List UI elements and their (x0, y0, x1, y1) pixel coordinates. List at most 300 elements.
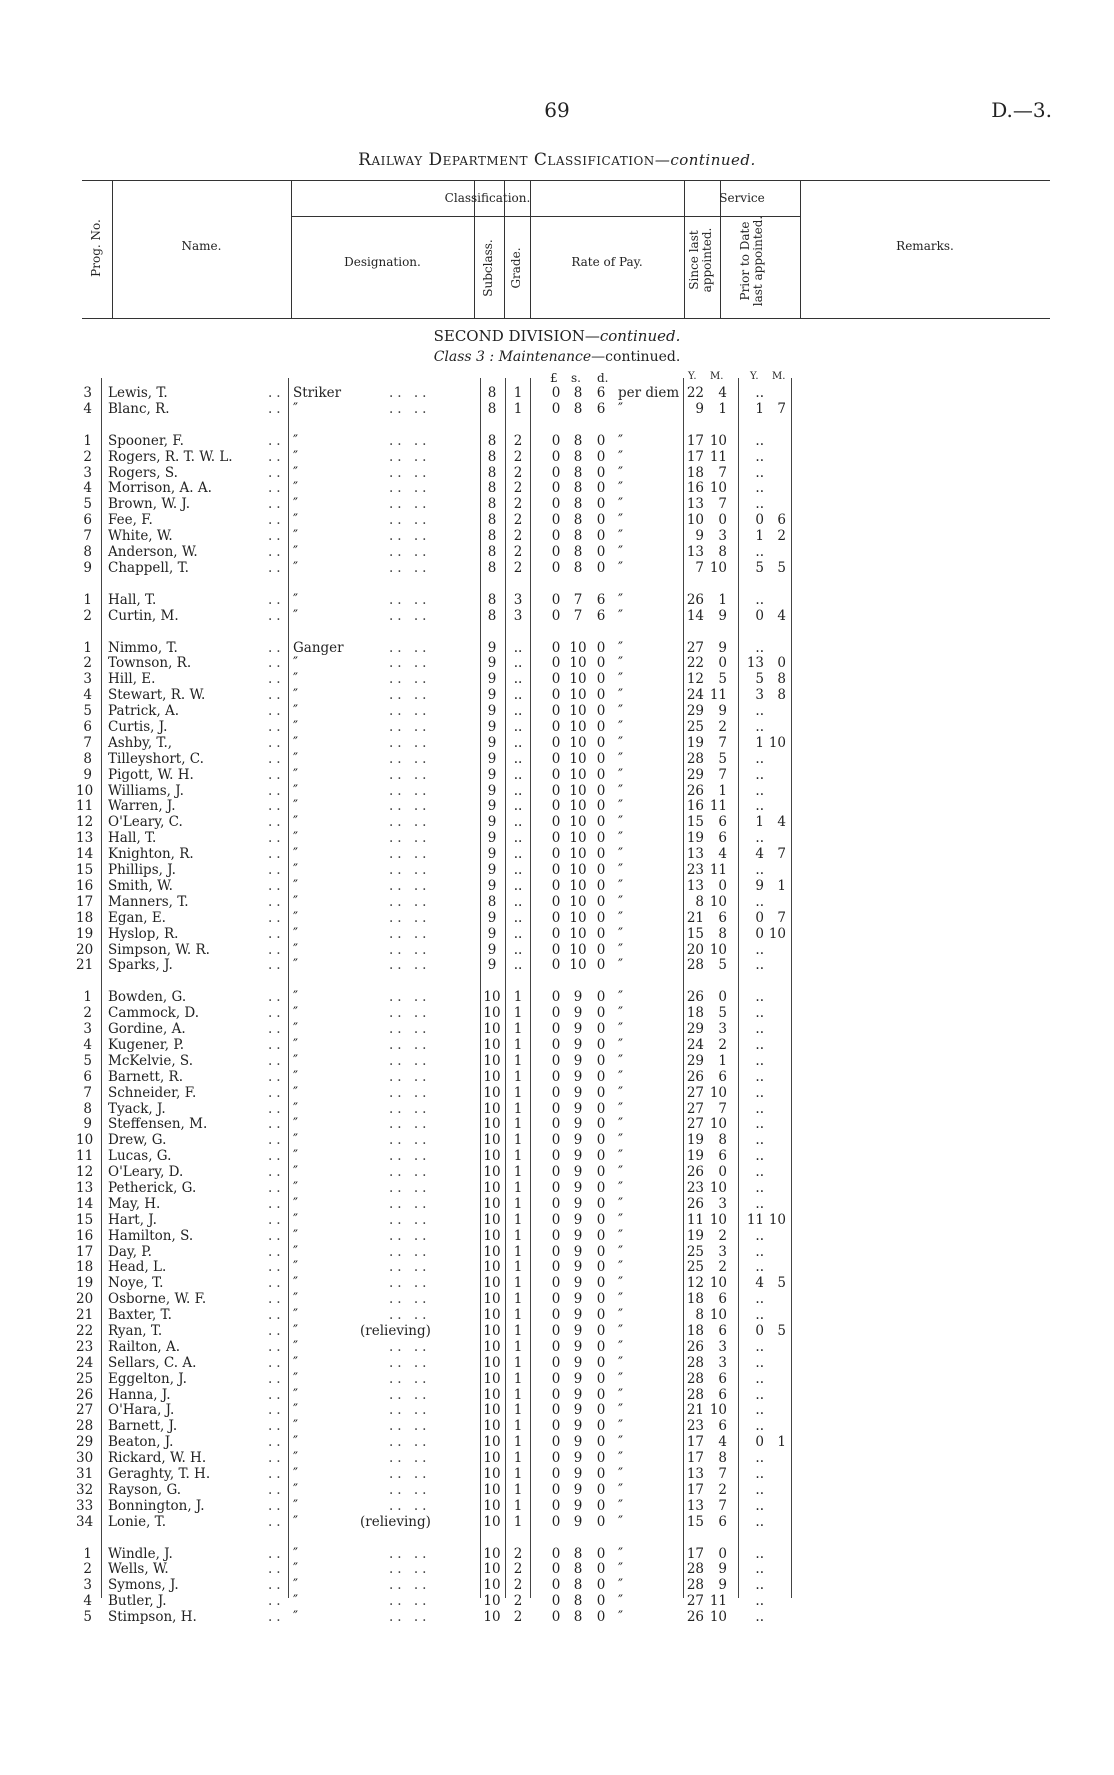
cell-subclass: 8 (487, 496, 497, 513)
leader-dots: .. .. (389, 1609, 431, 1626)
cell-rate-unit: ″ (618, 830, 624, 847)
cell-subclass: 8 (487, 544, 497, 561)
table-row (0, 672, 1114, 688)
cell-rate-unit: ″ (618, 1561, 624, 1578)
cell-subclass: 10 (483, 1561, 501, 1578)
leader-dots: .. (268, 941, 285, 958)
cell-designation: ″ (293, 1545, 299, 1562)
leader-dots: .. (268, 925, 285, 942)
cell-since-months: 1 (718, 1052, 727, 1069)
cell-since-months: 5 (718, 671, 727, 688)
cell-designation: ″ (293, 957, 299, 974)
cell-prog-no: 3 (83, 464, 92, 481)
cell-rate-unit: ″ (618, 1402, 624, 1419)
cell-name: Hall, T. (108, 591, 157, 608)
cell-prog-no: 31 (76, 1466, 94, 1482)
cell-grade: 2 (513, 512, 523, 529)
cell-grade: 1 (513, 385, 523, 401)
cell-since-months: 10 (709, 941, 727, 958)
cell-designation: ″ (293, 941, 299, 958)
cell-shillings: 10 (569, 703, 587, 720)
cell-pounds: 0 (551, 1497, 561, 1514)
cell-rate-unit: ″ (618, 1481, 624, 1498)
cell-rate-unit: ″ (618, 1227, 624, 1244)
cell-pounds: 0 (551, 671, 561, 688)
cell-prog-no: 16 (76, 1227, 94, 1244)
cell-shillings: 10 (569, 846, 587, 863)
cell-subclass: 10 (483, 1243, 501, 1260)
table-row (0, 1086, 1114, 1102)
cell-designation: ″ (293, 830, 299, 847)
cell-since-months: 6 (718, 909, 727, 926)
cell-subclass: 10 (483, 1211, 501, 1228)
cell-grade: .. (513, 909, 523, 926)
cell-designation: ″ (293, 1450, 299, 1467)
leader-dots: .. (268, 655, 285, 672)
cell-subclass: 9 (487, 814, 497, 831)
cell-designation: ″ (293, 1307, 299, 1324)
cell-since-years: 13 (686, 544, 704, 561)
cell-rate-unit: ″ (618, 782, 624, 799)
cell-prog-no: 2 (83, 448, 92, 465)
cell-prior-years: .. (755, 1116, 764, 1133)
cell-prior-years: .. (755, 941, 764, 958)
cell-designation: ″ (293, 655, 299, 672)
table-row (0, 943, 1114, 959)
cell-since-years: 25 (686, 1243, 704, 1260)
cell-since-years: 26 (686, 1068, 704, 1085)
cell-pence: 0 (596, 1259, 606, 1276)
cell-prior-years: 1 (755, 528, 764, 545)
cell-name: Barnett, J. (108, 1418, 178, 1435)
cell-since-years: 17 (686, 1434, 704, 1451)
cell-rate-unit: ″ (618, 1179, 624, 1196)
cell-grade: 2 (513, 464, 523, 481)
cell-pence: 0 (596, 719, 606, 736)
cell-pence: 6 (596, 385, 606, 401)
leader-dots: .. .. (389, 591, 431, 608)
leader-dots: .. .. (389, 909, 431, 926)
cell-since-years: 26 (686, 1609, 704, 1626)
cell-name: Patrick, A. (108, 703, 180, 720)
cell-name: Rayson, G. (108, 1481, 182, 1498)
cell-since-years: 29 (686, 1021, 704, 1038)
cell-subclass: 10 (483, 1084, 501, 1101)
leader-dots: .. .. (389, 1434, 431, 1451)
cell-rate-unit: ″ (618, 464, 624, 481)
cell-shillings: 7 (573, 607, 583, 624)
leader-dots: .. (268, 1386, 285, 1403)
cell-prior-years: .. (755, 1497, 764, 1514)
cell-name: Rogers, R. T. W. L. (108, 448, 233, 465)
cell-since-years: 13 (686, 496, 704, 513)
leader-dots: .. (268, 1545, 285, 1562)
cell-prog-no: 16 (76, 877, 94, 894)
cell-prog-no: 17 (76, 1243, 94, 1260)
division-title (0, 327, 1114, 345)
cell-prog-no: 9 (83, 1116, 92, 1133)
cell-pence: 0 (596, 544, 606, 561)
cell-subclass: 9 (487, 703, 497, 720)
table-row (0, 1451, 1114, 1467)
cell-prior-years: .. (755, 1164, 764, 1181)
cell-name: Rogers, S. (108, 464, 178, 481)
cell-shillings: 9 (573, 1021, 583, 1038)
cell-pence: 0 (596, 1545, 606, 1562)
cell-subclass: 10 (483, 1609, 501, 1626)
cell-designation: ″ (293, 1402, 299, 1419)
leader-dots: .. (268, 1005, 285, 1022)
leader-dots: .. .. (389, 1593, 431, 1610)
cell-designation: ″ (293, 1497, 299, 1514)
cell-designation: ″ (293, 1211, 299, 1228)
cell-designation: ″ (293, 734, 299, 751)
cell-prog-no: 25 (76, 1370, 94, 1387)
cell-rate-unit: ″ (618, 1291, 624, 1308)
cell-name: Spooner, F. (108, 432, 184, 449)
leader-dots: .. .. (389, 480, 431, 497)
unit-pound: £ (550, 371, 558, 385)
cell-prior-months: 4 (777, 607, 786, 624)
cell-since-months: 8 (718, 1132, 727, 1149)
table-row (0, 847, 1114, 863)
cell-grade: .. (513, 814, 523, 831)
table-row (0, 1483, 1114, 1499)
cell-shillings: 9 (573, 1259, 583, 1276)
cell-shillings: 9 (573, 1513, 583, 1530)
leader-dots: .. (268, 671, 285, 688)
cell-since-years: 21 (686, 909, 704, 926)
cell-since-years: 7 (695, 559, 704, 576)
cell-since-months: 10 (709, 893, 727, 910)
cell-subclass: 9 (487, 909, 497, 926)
cell-designation: ″ (293, 782, 299, 799)
cell-subclass: 10 (483, 1450, 501, 1467)
cell-since-years: 17 (686, 1450, 704, 1467)
cell-rate-unit: ″ (618, 559, 624, 576)
cell-rate-unit: ″ (618, 512, 624, 529)
cell-subclass: 9 (487, 798, 497, 815)
cell-prog-no: 15 (76, 862, 94, 879)
cell-name: Windle, J. (108, 1545, 173, 1562)
cell-designation: ″ (293, 766, 299, 783)
leader-dots: .. .. (389, 1577, 431, 1594)
cell-designation: ″ (293, 1354, 299, 1371)
cell-grade: .. (513, 719, 523, 736)
cell-name: Lewis, T. (108, 385, 168, 401)
cell-prior-years: .. (755, 893, 764, 910)
cell-since-months: 3 (718, 1021, 727, 1038)
cell-rate-unit: ″ (618, 925, 624, 942)
cell-shillings: 9 (573, 1450, 583, 1467)
cell-pence: 0 (596, 1243, 606, 1260)
cell-name: Railton, A. (108, 1338, 181, 1355)
cell-prior-years: .. (755, 1370, 764, 1387)
cell-shillings: 10 (569, 941, 587, 958)
cell-prog-no: 3 (83, 1021, 92, 1038)
cell-rate-unit: ″ (618, 798, 624, 815)
cell-prior-months: 5 (777, 1322, 786, 1339)
cell-name: Stewart, R. W. (108, 687, 206, 704)
cell-subclass: 9 (487, 639, 497, 656)
leader-dots: .. (268, 830, 285, 847)
table-body (0, 386, 1114, 1626)
cell-designation: ″ (293, 1052, 299, 1069)
cell-pence: 0 (596, 1211, 606, 1228)
cell-since-months: 0 (718, 1164, 727, 1181)
leader-dots: .. .. (389, 1195, 431, 1212)
cell-since-years: 15 (686, 814, 704, 831)
cell-rate-unit: ″ (618, 1307, 624, 1324)
leader-dots: .. (268, 1513, 285, 1530)
cell-designation: ″ (293, 1609, 299, 1626)
cell-pence: 0 (596, 734, 606, 751)
cell-pence: 0 (596, 671, 606, 688)
cell-prior-years: 3 (755, 687, 764, 704)
cell-pounds: 0 (551, 814, 561, 831)
cell-prog-no: 5 (83, 1052, 92, 1069)
cell-rate-unit: ″ (618, 448, 624, 465)
cell-grade: .. (513, 846, 523, 863)
cell-prior-months: 10 (768, 1211, 786, 1228)
cell-pence: 6 (596, 400, 606, 417)
cell-name: Petherick, G. (108, 1179, 197, 1196)
cell-since-years: 13 (686, 877, 704, 894)
cell-grade: 1 (513, 1450, 523, 1467)
cell-grade: .. (513, 671, 523, 688)
cell-designation: Striker (293, 385, 342, 401)
leader-dots: .. (268, 1577, 285, 1594)
leader-dots: .. (268, 798, 285, 815)
cell-prior-years: 0 (755, 512, 764, 529)
cell-prior-years: .. (755, 782, 764, 799)
cell-since-months: 9 (718, 703, 727, 720)
cell-prior-years: .. (755, 989, 764, 1006)
cell-prior-years: .. (755, 766, 764, 783)
table-row (0, 1070, 1114, 1086)
cell-prog-no: 6 (83, 1068, 92, 1085)
table-row (0, 529, 1114, 545)
cell-since-years: 13 (686, 846, 704, 863)
cell-grade: 1 (513, 1227, 523, 1244)
cell-rate-unit: ″ (618, 1545, 624, 1562)
cell-since-months: 2 (718, 1036, 727, 1053)
cell-grade: 3 (513, 591, 523, 608)
leader-dots: .. .. (389, 1132, 431, 1149)
cell-grade: 2 (513, 1561, 523, 1578)
leader-dots: .. (268, 1132, 285, 1149)
cell-prog-no: 1 (83, 639, 92, 656)
cell-prior-years: .. (755, 1227, 764, 1244)
cell-subclass: 8 (487, 432, 497, 449)
cell-rate-unit: ″ (618, 1275, 624, 1292)
cell-pence: 0 (596, 1513, 606, 1530)
cell-name: Hill, E. (108, 671, 156, 688)
cell-since-years: 23 (686, 1418, 704, 1435)
cell-prog-no: 8 (83, 1100, 92, 1117)
cell-since-months: 6 (718, 1291, 727, 1308)
table-row (0, 1260, 1114, 1276)
document-reference: D.—3. (991, 98, 1052, 122)
cell-prog-no: 24 (76, 1354, 94, 1371)
cell-since-months: 3 (718, 1243, 727, 1260)
cell-pence: 0 (596, 512, 606, 529)
cell-pence: 0 (596, 1227, 606, 1244)
cell-pence: 0 (596, 957, 606, 974)
table-row (0, 879, 1114, 895)
cell-designation: ″ (293, 1084, 299, 1101)
table-row (0, 895, 1114, 911)
cell-designation: ″ (293, 1179, 299, 1196)
cell-shillings: 9 (573, 1084, 583, 1101)
cell-grade: 1 (513, 1068, 523, 1085)
cell-since-months: 3 (718, 1354, 727, 1371)
cell-pence: 0 (596, 1116, 606, 1133)
cell-name: Hamilton, S. (108, 1227, 194, 1244)
cell-prior-years: .. (755, 830, 764, 847)
cell-prog-no: 5 (83, 1609, 92, 1626)
table-row (0, 704, 1114, 720)
cell-prior-months: 2 (777, 528, 786, 545)
cell-prog-no: 5 (83, 703, 92, 720)
cell-pounds: 0 (551, 480, 561, 497)
cell-since-months: 7 (718, 1466, 727, 1482)
cell-since-years: 28 (686, 957, 704, 974)
table-row (0, 497, 1114, 513)
cell-rate-unit: ″ (618, 941, 624, 958)
cell-prog-no: 17 (76, 893, 94, 910)
table-row (0, 815, 1114, 831)
cell-pence: 6 (596, 591, 606, 608)
table-row (0, 1356, 1114, 1372)
cell-grade: .. (513, 877, 523, 894)
cell-pounds: 0 (551, 1021, 561, 1038)
cell-prog-no: 20 (76, 1291, 94, 1308)
cell-rate-unit: ″ (618, 639, 624, 656)
cell-grade: .. (513, 750, 523, 767)
cell-since-months: 7 (718, 496, 727, 513)
cell-rate-unit: ″ (618, 750, 624, 767)
leader-dots: .. (268, 1100, 285, 1117)
cell-pence: 0 (596, 655, 606, 672)
cell-prior-years: .. (755, 1545, 764, 1562)
cell-pence: 0 (596, 877, 606, 894)
cell-grade: .. (513, 798, 523, 815)
cell-shillings: 8 (573, 559, 583, 576)
leader-dots: .. (268, 464, 285, 481)
cell-since-years: 22 (686, 385, 704, 401)
leader-dots: .. .. (389, 1291, 431, 1308)
cell-rate-unit: ″ (618, 719, 624, 736)
cell-shillings: 9 (573, 1227, 583, 1244)
cell-designation: ″ (293, 877, 299, 894)
table-row (0, 450, 1114, 466)
cell-shillings: 9 (573, 1005, 583, 1022)
cell-subclass: 10 (483, 1116, 501, 1133)
cell-since-years: 19 (686, 1132, 704, 1149)
cell-name: Anderson, W. (108, 544, 198, 561)
cell-rate-unit: ″ (618, 1084, 624, 1101)
cell-subclass: 9 (487, 877, 497, 894)
leader-dots: .. (268, 1354, 285, 1371)
cell-since-months: 9 (718, 607, 727, 624)
cell-prior-years: .. (755, 1561, 764, 1578)
cell-subclass: 9 (487, 782, 497, 799)
cell-prior-years: 0 (755, 1434, 764, 1451)
cell-rate-unit: ″ (618, 1243, 624, 1260)
cell-shillings: 8 (573, 1545, 583, 1562)
cell-prior-years: .. (755, 798, 764, 815)
table-row (0, 1197, 1114, 1213)
cell-pounds: 0 (551, 687, 561, 704)
cell-since-years: 12 (686, 671, 704, 688)
table-row (0, 1181, 1114, 1197)
cell-rate-unit: ″ (618, 1116, 624, 1133)
cell-subclass: 9 (487, 719, 497, 736)
cell-since-years: 13 (686, 1466, 704, 1482)
cell-pounds: 0 (551, 1148, 561, 1165)
cell-prior-years: .. (755, 432, 764, 449)
cell-shillings: 9 (573, 1307, 583, 1324)
cell-since-months: 10 (709, 1211, 727, 1228)
cell-since-years: 18 (686, 1322, 704, 1339)
cell-name: Noye, T. (108, 1275, 164, 1292)
cell-shillings: 8 (573, 1577, 583, 1594)
cell-pence: 0 (596, 1052, 606, 1069)
cell-since-months: 0 (718, 1545, 727, 1562)
cell-pounds: 0 (551, 830, 561, 847)
cell-shillings: 9 (573, 1481, 583, 1498)
cell-prog-no: 9 (83, 766, 92, 783)
leader-dots: .. .. (389, 1164, 431, 1181)
cell-since-months: 0 (718, 877, 727, 894)
cell-name: Warren, J. (108, 798, 176, 815)
cell-prog-no: 22 (76, 1322, 94, 1339)
division-label: SECOND DIVISION— (433, 327, 600, 345)
cell-rate-unit: ″ (618, 1148, 624, 1165)
cell-shillings: 10 (569, 893, 587, 910)
cell-name: Eggelton, J. (108, 1370, 187, 1387)
cell-grade: .. (513, 893, 523, 910)
cell-subclass: 9 (487, 941, 497, 958)
cell-rate-unit: ″ (618, 400, 624, 417)
cell-designation: ″ (293, 1275, 299, 1292)
cell-since-years: 17 (686, 1481, 704, 1498)
cell-pence: 0 (596, 909, 606, 926)
cell-since-years: 23 (686, 1179, 704, 1196)
leader-dots: .. (268, 1370, 285, 1387)
cell-subclass: 10 (483, 1036, 501, 1053)
cell-since-months: 6 (718, 830, 727, 847)
cell-prior-years: 0 (755, 607, 764, 624)
cell-prior-years: 1 (755, 734, 764, 751)
cell-pence: 0 (596, 925, 606, 942)
cell-prog-no: 13 (76, 1179, 94, 1196)
cell-prog-no: 1 (83, 989, 92, 1006)
leader-dots: .. .. (389, 1211, 431, 1228)
table-row (0, 863, 1114, 879)
cell-prior-years: .. (755, 544, 764, 561)
cell-name: Lucas, G. (108, 1148, 172, 1165)
cell-prior-years: .. (755, 1084, 764, 1101)
leader-dots: .. .. (389, 1561, 431, 1578)
cell-since-months: 6 (718, 1513, 727, 1530)
cell-since-years: 8 (695, 1307, 704, 1324)
cell-pence: 0 (596, 1577, 606, 1594)
cell-subclass: 10 (483, 1068, 501, 1085)
cell-grade: 1 (513, 1195, 523, 1212)
cell-shillings: 9 (573, 1179, 583, 1196)
